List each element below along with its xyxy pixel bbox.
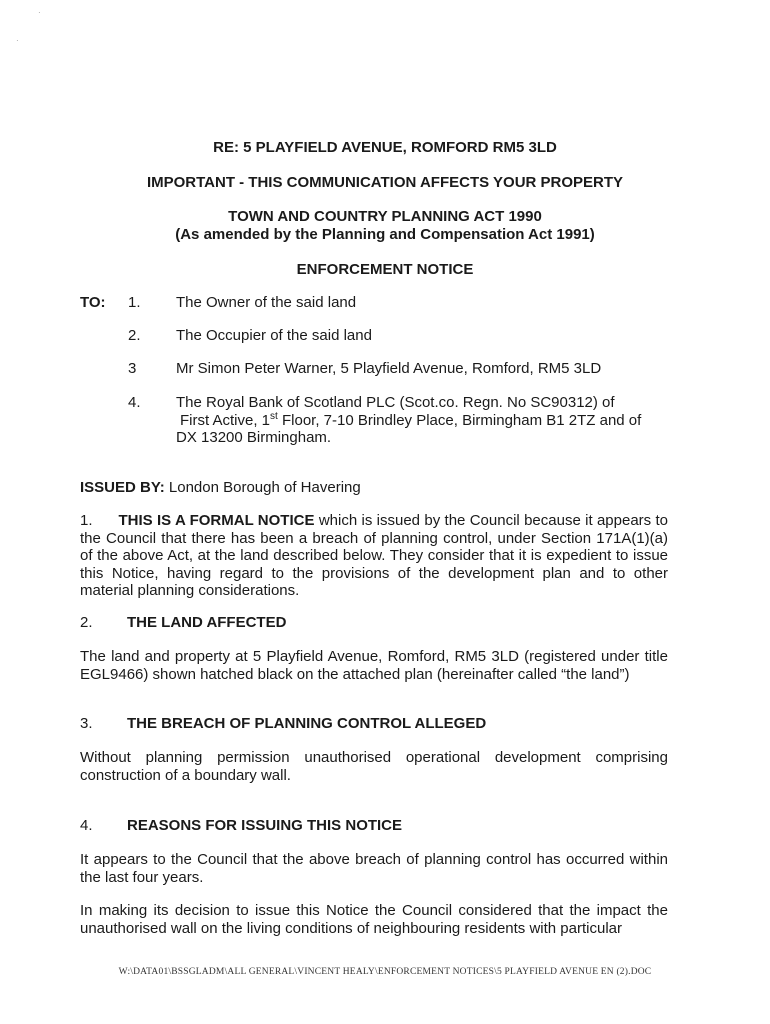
recipient-line-2-rest: Floor, 7-10 Brindley Place, Birmingham B1 2TZ and of	[277, 411, 642, 429]
section-1-paragraph	[80, 512, 668, 600]
section-2-number: 2.	[80, 614, 93, 631]
section-2-title: THE LAND AFFECTED	[127, 614, 287, 631]
act-title: TOWN AND COUNTRY PLANNING ACT 1990	[228, 208, 542, 225]
notice-title: ENFORCEMENT NOTICE	[296, 261, 474, 278]
file-path-footer: W:\DATA01\BSSGLADM\ALL GENERAL\VINCENT HEALY\ENFORCEMENT NOTICES\5 PLAYFIELD AVENUE EN (2).DOC	[118, 967, 652, 977]
to-label: TO:	[80, 294, 106, 311]
recipient-number: 3	[128, 360, 137, 377]
section-2-text: The land and property at 5 Playfield Avenue, Romford, RM5 3LD (registered under title EGL9466) shown hatched black on the attached plan (hereinafter called “the land”)	[80, 648, 668, 683]
recipient-line-2	[176, 412, 641, 430]
issued-by-value: London Borough of Havering	[168, 479, 361, 496]
recipient-number: 1.	[128, 294, 141, 311]
recipient-number: 4.	[128, 394, 141, 411]
re-line: RE: 5 PLAYFIELD AVENUE, ROMFORD RM5 3LD	[213, 139, 557, 156]
recipient-text: The Owner of the said land	[176, 294, 357, 311]
scan-speck: ·	[16, 36, 19, 45]
recipient-line-3: DX 13200 Birmingham.	[176, 429, 332, 446]
recipient-address	[176, 394, 641, 447]
act-amended: (As amended by the Planning and Compensation Act 1991)	[175, 226, 595, 243]
section-1-text: which is issued by the Council because it appears to the Council that there has been a breach of planning control, under Section 171A(1)(a) of the above Act, at the land described below. They consider that it is expedient to issue this Notice, having regard to the provisions of the development plan and to other material planning considerations.	[80, 512, 668, 599]
section-3-number: 3.	[80, 715, 93, 732]
section-3-text: Without planning permission unauthorised operational development comprising construction of a boundary wall.	[80, 749, 668, 784]
issued-by-label: ISSUED BY:	[80, 479, 165, 496]
recipient-number: 2.	[128, 327, 141, 344]
recipient-line-1: The Royal Bank of Scotland PLC (Scot.co. Regn. No SC90312) of	[176, 394, 615, 411]
scan-speck: ·	[38, 8, 41, 17]
ordinal-suffix: st	[270, 410, 278, 422]
section-4-title: REASONS FOR ISSUING THIS NOTICE	[127, 817, 403, 834]
important-line: IMPORTANT - THIS COMMUNICATION AFFECTS YOUR PROPERTY	[146, 174, 624, 191]
issued-by	[80, 479, 361, 496]
section-4-number: 4.	[80, 817, 93, 834]
section-1-lead: THIS IS A FORMAL NOTICE	[118, 512, 315, 529]
recipient-text: Mr Simon Peter Warner, 5 Playfield Avenue, Romford, RM5 3LD	[176, 360, 602, 377]
section-1-number: 1.	[80, 512, 93, 529]
section-3-title: THE BREACH OF PLANNING CONTROL ALLEGED	[127, 715, 487, 732]
recipient-text: The Occupier of the said land	[176, 327, 372, 344]
section-4-text-2: In making its decision to issue this Notice the Council considered that the impact the unauthorised wall on the living conditions of neighbouring residents with particular	[80, 902, 668, 937]
section-4-text-1: It appears to the Council that the above breach of planning control has occurred within the last four years.	[80, 851, 668, 886]
recipient-line-2-text: First Active, 1	[180, 411, 271, 429]
